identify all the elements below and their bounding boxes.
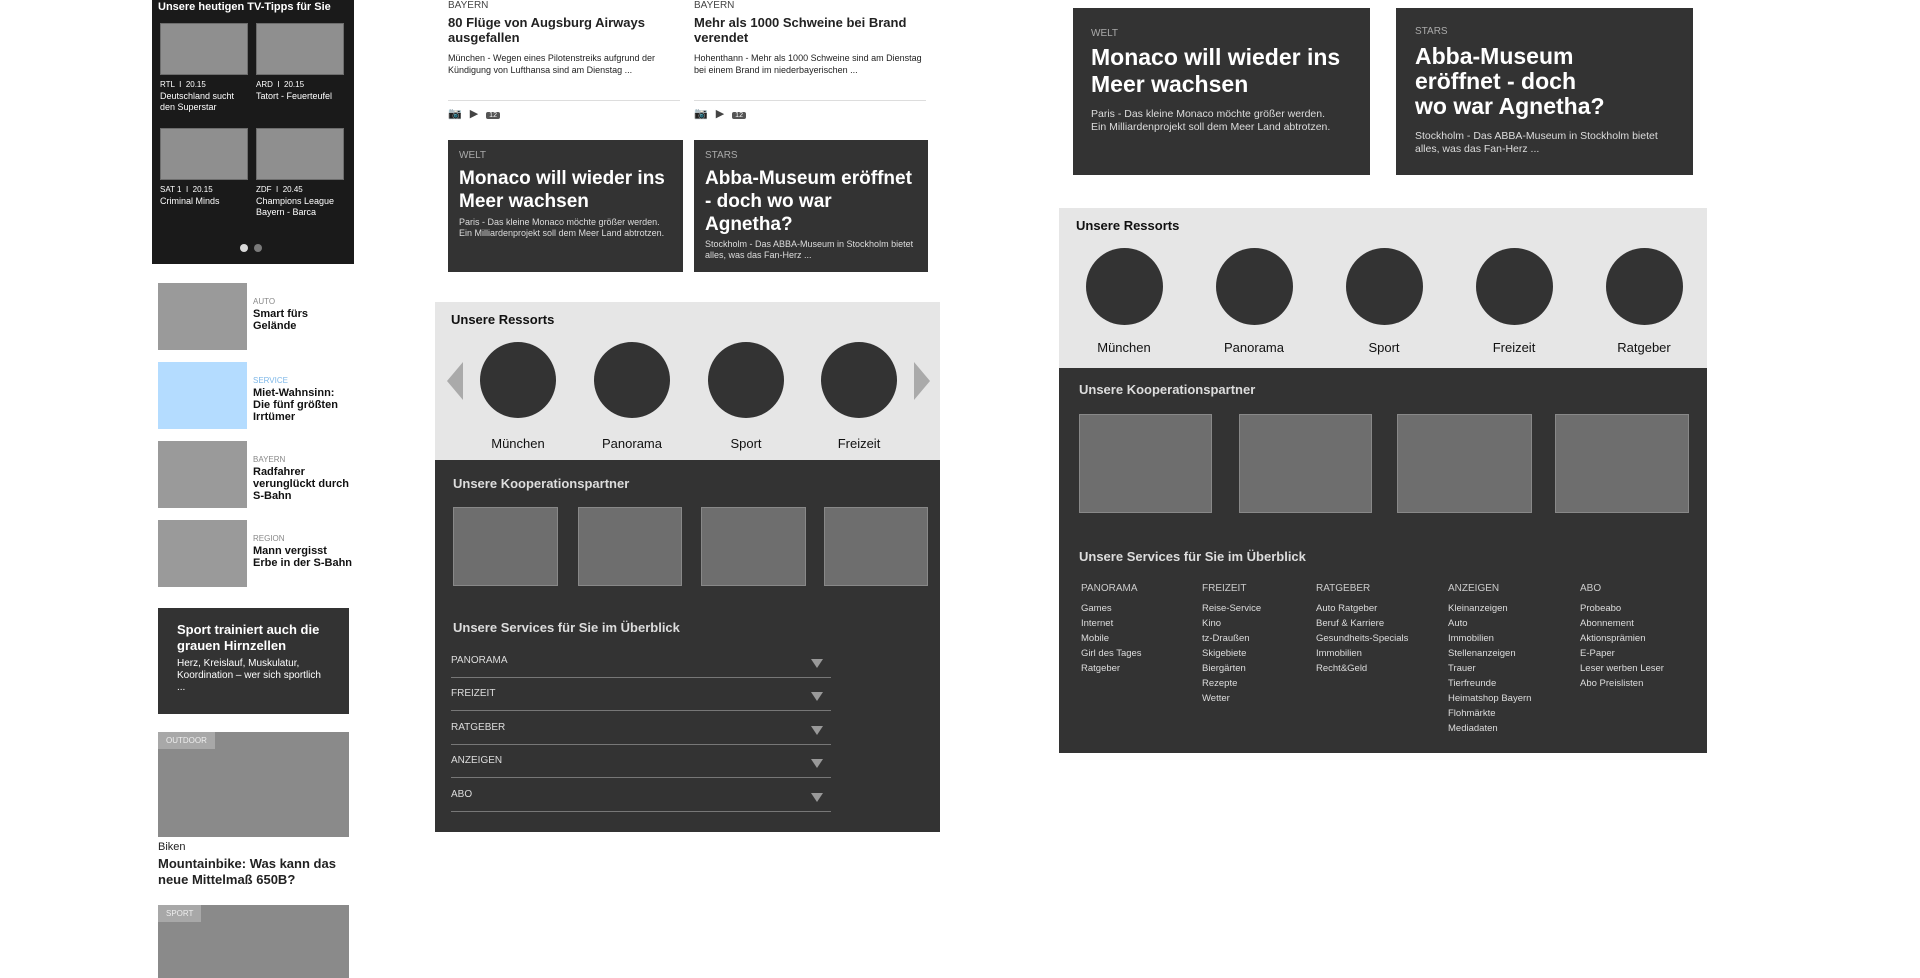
tv-tips-box	[152, 0, 354, 264]
ressorts-title: Unsere Ressorts	[451, 312, 555, 327]
services-link[interactable]: Ratgeber	[1081, 663, 1121, 674]
article-category: BAYERN	[448, 0, 489, 11]
ressort-circle[interactable]	[821, 342, 897, 418]
tv-tip-item[interactable]	[160, 23, 248, 113]
dark-card-text: Stockholm - Das ABBA-Museum in Stockholm bietet alles, was das Fan-Herz ...	[1415, 130, 1658, 155]
services-accordion-row[interactable]	[451, 644, 831, 678]
partner-logo[interactable]	[1555, 414, 1689, 513]
video-icon[interactable]: ▶	[469, 108, 479, 120]
ressort-circle[interactable]	[1606, 248, 1683, 325]
carousel-dots	[240, 239, 268, 257]
top-article[interactable]	[694, 0, 926, 122]
tv-tip-thumbnail	[256, 128, 344, 180]
tv-show-title: Criminal Minds	[160, 196, 220, 206]
camera-icon[interactable]: 📷	[694, 108, 708, 120]
partner-logo[interactable]	[453, 507, 558, 586]
tv-channel: ZDF	[256, 185, 272, 194]
services-link[interactable]: Probeabo	[1580, 603, 1622, 614]
dark-card-category: STARS	[1415, 26, 1448, 37]
ressort-circle[interactable]	[594, 342, 670, 418]
ressort-label[interactable]: Panorama	[1224, 340, 1284, 355]
services-column-heading: RATGEBER	[1316, 583, 1371, 594]
dark-card-category: WELT	[1091, 28, 1119, 39]
accordion-label[interactable]: ANZEIGEN	[451, 755, 503, 766]
article-teaser: Hohenthann - Mehr als 1000 Schweine sind am Dienstag bei einem Brand im niederbayerischen ...	[694, 53, 922, 75]
services-link[interactable]: Beruf & Karriere	[1316, 618, 1385, 629]
chevron-down-icon[interactable]	[811, 793, 823, 802]
ressort-label[interactable]: München	[491, 436, 545, 451]
carousel-dot-active[interactable]	[240, 244, 248, 252]
services-link[interactable]: tz-Draußen	[1202, 633, 1250, 644]
partner-logo[interactable]	[1239, 414, 1372, 513]
carousel-dot[interactable]	[254, 244, 262, 252]
chevron-left-icon[interactable]	[447, 362, 463, 400]
chevron-right-icon[interactable]	[914, 362, 930, 400]
partner-logo[interactable]	[1079, 414, 1212, 513]
services-link[interactable]: Mediadaten	[1448, 723, 1498, 734]
services-link[interactable]: Reise-Service	[1202, 603, 1262, 614]
services-link[interactable]: E-Paper	[1580, 648, 1615, 659]
partner-logo[interactable]	[701, 507, 806, 586]
ressort-label[interactable]: Ratgeber	[1617, 340, 1671, 355]
outdoor-category: Biken	[158, 841, 186, 853]
services-link[interactable]: Immobilien	[1316, 648, 1362, 659]
accordion-label[interactable]: RATGEBER	[451, 722, 506, 733]
ressort-label[interactable]: Panorama	[602, 436, 662, 451]
services-accordion-row[interactable]	[451, 711, 831, 745]
side-list-thumbnail	[158, 441, 247, 508]
headline-line: eröffnet - doch	[1415, 68, 1576, 94]
partners-services-panel	[435, 460, 940, 832]
side-list-category: REGION	[253, 534, 285, 543]
side-list-thumbnail	[158, 362, 247, 429]
ressort-circle[interactable]	[1216, 248, 1293, 325]
services-link[interactable]: Games	[1081, 603, 1112, 614]
services-link[interactable]: Gesundheits-Specials	[1316, 633, 1409, 644]
top-article[interactable]	[448, 0, 680, 122]
outdoor-card-image[interactable]	[158, 732, 349, 837]
services-column	[1316, 583, 1408, 676]
services-link[interactable]: Recht&Geld	[1316, 663, 1368, 674]
services-link[interactable]: Heimatshop Bayern	[1448, 693, 1532, 704]
side-list-thumbnail	[158, 520, 247, 587]
side-list-item[interactable]	[158, 283, 353, 350]
tv-tip-item[interactable]	[256, 23, 344, 102]
ressort-circle[interactable]	[1086, 248, 1163, 325]
ressorts-title: Unsere Ressorts	[1076, 218, 1180, 233]
tv-separator: I	[179, 80, 182, 89]
tv-time: 20.45	[282, 185, 303, 194]
tv-time: 20.15	[185, 80, 206, 89]
sport-tag: SPORT	[158, 905, 201, 922]
article-media-icons	[694, 100, 926, 122]
tv-separator: I	[276, 185, 279, 194]
services-title: Unsere Services für Sie im Überblick	[453, 620, 680, 635]
services-link[interactable]: Biergärten	[1202, 663, 1246, 674]
dark-card-headline[interactable]: Monaco will wieder ins Meer wachsen	[1091, 44, 1341, 97]
article-category: BAYERN	[694, 0, 735, 11]
services-link[interactable]: Skigebiete	[1202, 648, 1247, 659]
tv-time: 20.15	[192, 185, 213, 194]
ressort-circle[interactable]	[480, 342, 556, 418]
comment-count-badge[interactable]: 12	[486, 112, 500, 119]
chevron-down-icon[interactable]	[811, 659, 823, 668]
accordion-label[interactable]: PANORAMA	[451, 655, 508, 666]
services-accordion-row[interactable]	[451, 778, 831, 812]
partners-services-panel-wide	[1059, 368, 1707, 753]
article-headline[interactable]: Mehr als 1000 Schweine bei Brand verendet	[694, 15, 907, 45]
services-link[interactable]: Tierfreunde	[1448, 678, 1497, 689]
services-link[interactable]: Leser werben Leser	[1580, 663, 1664, 674]
services-link[interactable]: Mobile	[1081, 633, 1109, 644]
ressort-circle[interactable]	[1346, 248, 1423, 325]
article-media-icons	[448, 100, 680, 122]
tv-channel: RTL	[160, 80, 175, 89]
dark-card-headline[interactable]: Monaco will wieder ins Meer wachsen	[459, 168, 665, 212]
comment-count-badge[interactable]: 12	[732, 112, 746, 119]
side-list-headline[interactable]: Radfahrer verunglückt durch S-Bahn	[253, 466, 349, 502]
dark-card-text: Stockholm - Das ABBA-Museum in Stockholm bietet alles, was das Fan-Herz ...	[705, 239, 914, 260]
ressort-label[interactable]: Sport	[730, 436, 762, 451]
partner-logo[interactable]	[1397, 414, 1532, 513]
ressorts-carousel	[435, 302, 940, 460]
ressort-label[interactable]: Freizeit	[837, 436, 881, 451]
side-list-thumbnail	[158, 283, 247, 350]
partner-logo[interactable]	[824, 507, 928, 586]
tv-show-title: Deutschland sucht den Superstar	[160, 91, 235, 112]
dark-card-text: Paris - Das kleine Monaco möchte größer werden. Ein Milliardenprojekt soll dem Meer Land abtrotzen.	[459, 217, 665, 238]
chevron-down-icon[interactable]	[811, 692, 823, 701]
tv-tip-thumbnail	[160, 23, 248, 75]
tv-time: 20.15	[284, 80, 305, 89]
services-link[interactable]: Auto Ratgeber	[1316, 603, 1378, 614]
tv-tip-item[interactable]	[256, 128, 344, 218]
ressort-circle[interactable]	[708, 342, 784, 418]
services-link[interactable]: Stellenanzeigen	[1448, 648, 1516, 659]
side-list-category: AUTO	[253, 297, 276, 306]
services-column-heading: ABO	[1580, 583, 1602, 594]
article-teaser: München - Wegen eines Pilotenstreiks aufgrund der Kündigung von Lufthansa sind am Dienstag ...	[448, 53, 655, 75]
services-link[interactable]: Girl des Tages	[1081, 648, 1142, 659]
dark-card-category: STARS	[705, 150, 738, 161]
sport-teaser-box[interactable]	[158, 608, 349, 714]
partners-title: Unsere Kooperationspartner	[453, 476, 630, 491]
ressort-label[interactable]: Freizeit	[1492, 340, 1536, 355]
tv-channel: SAT 1	[160, 185, 182, 194]
dark-card-text: Paris - Das kleine Monaco möchte größer werden. Ein Milliardenprojekt soll dem Meer Land abtrotzen.	[1091, 108, 1331, 133]
services-link[interactable]: Flohmärkte	[1448, 708, 1496, 719]
tv-show-title: Tatort - Feuerteufel	[256, 91, 333, 101]
side-list-item-highlighted[interactable]	[158, 362, 353, 429]
side-list-headline[interactable]: Smart fürs Gelände	[253, 308, 309, 332]
services-column	[1448, 583, 1531, 736]
tv-tip-thumbnail	[160, 128, 248, 180]
services-column	[1580, 583, 1664, 691]
services-column-heading: PANORAMA	[1081, 583, 1138, 594]
tv-tip-thumbnail	[256, 23, 344, 75]
partner-logo[interactable]	[578, 507, 682, 586]
services-accordion-row[interactable]	[451, 744, 831, 778]
ressort-label[interactable]: München	[1097, 340, 1151, 355]
tv-tips-title: Unsere heutigen TV-Tipps für Sie	[158, 1, 331, 13]
dark-teaser-card-wide[interactable]	[1073, 8, 1370, 175]
headline-line: Abba-Museum	[1415, 43, 1574, 69]
dark-teaser-card[interactable]	[694, 140, 928, 272]
dark-teaser-card-wide[interactable]	[1396, 8, 1693, 175]
accordion-label[interactable]: FREIZEIT	[451, 688, 496, 699]
camera-icon[interactable]: 📷	[448, 108, 462, 120]
sport-card-image[interactable]	[158, 905, 349, 978]
article-headline[interactable]: 80 Flüge von Augsburg Airways ausgefallen	[448, 15, 645, 45]
tv-tip-item[interactable]	[160, 128, 248, 207]
services-link[interactable]: Immobilien	[1448, 633, 1494, 644]
services-link[interactable]: Rezepte	[1202, 678, 1238, 689]
dark-card-headline[interactable]: Abba-Museum eröffnet - doch wo war Agnetha?	[705, 168, 912, 235]
partners-title: Unsere Kooperationspartner	[1079, 382, 1256, 397]
services-link[interactable]: Aktionsprämien	[1580, 633, 1646, 644]
tv-separator: I	[185, 185, 189, 194]
services-link[interactable]: Kino	[1202, 618, 1222, 629]
services-column-heading: FREIZEIT	[1202, 583, 1247, 594]
ressort-label[interactable]: Sport	[1368, 340, 1400, 355]
services-column	[1081, 583, 1142, 676]
side-list-headline[interactable]: Mann vergisst Erbe in der S-Bahn	[253, 545, 353, 569]
services-accordion-row[interactable]	[451, 677, 831, 711]
chevron-down-icon[interactable]	[811, 726, 823, 735]
outdoor-tag: OUTDOOR	[158, 732, 215, 749]
tv-show-title: Champions League Bayern - Barca	[256, 196, 335, 217]
services-column	[1202, 583, 1261, 706]
services-link[interactable]: Auto	[1448, 618, 1468, 629]
video-icon[interactable]: ▶	[715, 108, 725, 120]
tv-separator: I	[277, 80, 280, 89]
headline-line: wo war Agnetha?	[1415, 93, 1605, 119]
services-link[interactable]: Wetter	[1202, 693, 1230, 704]
services-link[interactable]: Trauer	[1448, 663, 1476, 674]
services-link[interactable]: Internet	[1081, 618, 1114, 629]
sport-teaser-headline[interactable]: Sport trainiert auch die grauen Hirnzellen	[177, 622, 320, 653]
dark-teaser-card[interactable]	[448, 140, 683, 272]
accordion-label[interactable]: ABO	[451, 789, 473, 800]
services-link[interactable]: Abo Preislisten	[1580, 678, 1644, 689]
outdoor-headline[interactable]: Mountainbike: Was kann das neue Mittelmaß 650B?	[158, 856, 336, 887]
services-link[interactable]: Abonnement	[1580, 618, 1634, 629]
side-list-headline[interactable]: Miet-Wahnsinn: Die fünf größten Irrtümer	[253, 387, 338, 423]
dark-card-category: WELT	[459, 150, 487, 161]
side-list-category: SERVICE	[253, 376, 288, 385]
ressorts-row	[1059, 208, 1707, 368]
ressort-circle[interactable]	[1476, 248, 1553, 325]
dark-card-headline[interactable]	[1415, 44, 1685, 119]
services-link[interactable]: Kleinanzeigen	[1448, 603, 1508, 614]
services-column-heading: ANZEIGEN	[1448, 583, 1500, 594]
chevron-down-icon[interactable]	[811, 759, 823, 768]
tv-channel: ARD	[256, 80, 273, 89]
side-list-item[interactable]	[158, 520, 353, 587]
services-title: Unsere Services für Sie im Überblick	[1079, 549, 1306, 564]
sport-teaser-text: Herz, Kreislauf, Muskulatur, Koordination – wer sich sportlich ...	[177, 658, 321, 693]
side-list-item[interactable]	[158, 441, 353, 508]
side-list-category: BAYERN	[253, 455, 286, 464]
